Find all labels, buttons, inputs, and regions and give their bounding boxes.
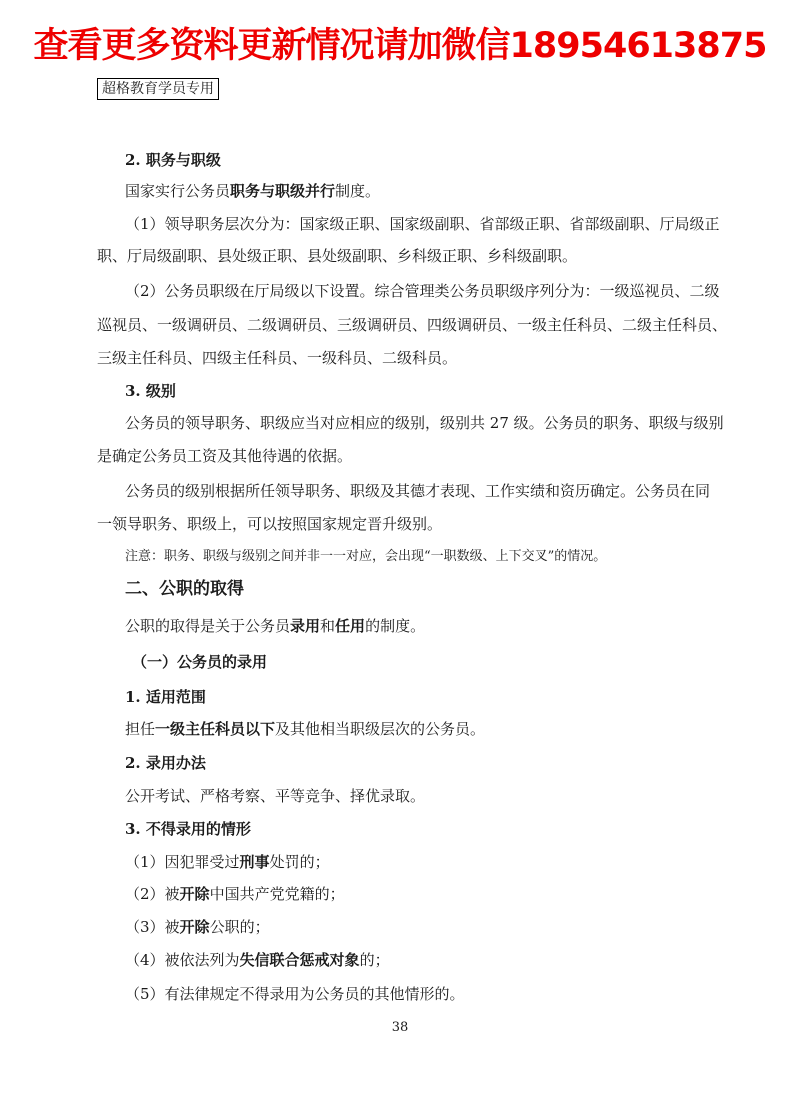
paragraph-line: 巡视员、一级调研员、二级调研员、三级调研员、四级调研员、一级主任科员、二级主任科员、	[97, 316, 728, 334]
list-item: （4）被依法列为失信联合惩戒对象的；	[125, 951, 390, 969]
list-item: （2）被开除中国共产党党籍的；	[125, 885, 345, 903]
part-heading: 二、公职的取得	[125, 579, 244, 599]
paragraph-line: 一领导职务、职级上，可以按照国家规定晋升级别。	[97, 515, 443, 533]
paragraph-line: （2）公务员职级在厅局级以下设置。综合管理类公务员职级序列分为：一级巡视员、二级	[125, 282, 720, 300]
list-item: （1）因犯罪受过刑事处罚的；	[125, 853, 330, 871]
paragraph-line: （1）领导职务层次分为：国家级正职、国家级副职、省部级正职、省部级副职、厅局级正	[125, 215, 720, 233]
paragraph-line: 是确定公务员工资及其他待遇的依据。	[97, 447, 353, 465]
section-heading: 3. 不得录用的情形	[125, 820, 251, 838]
paragraph: 国家实行公务员职务与职级并行制度。	[125, 182, 381, 200]
paragraph: 公职的取得是关于公务员录用和任用的制度。	[125, 617, 426, 635]
note: 注意：职务、职级与级别之间并非一一对应，会出现“一职数级、上下交叉”的情况。	[125, 549, 607, 564]
paragraph-line: 公务员的级别根据所任领导职务、职级及其德才表现、工作实绩和资历确定。公务员在同	[125, 482, 711, 500]
page-number: 38	[391, 1020, 409, 1035]
contact-banner: 查看更多资料更新情况请加微信18954613875	[33, 26, 767, 66]
watermark-tag: 超格教育学员专用	[97, 78, 219, 100]
paragraph: 担任一级主任科员以下及其他相当职级层次的公务员。	[125, 720, 486, 738]
section-heading: 1. 适用范围	[125, 688, 206, 706]
list-item: （3）被开除公职的；	[125, 918, 270, 936]
subsection-heading: （一）公务员的录用	[132, 653, 268, 671]
paragraph-line: 职、厅局级副职、县处级正职、县处级副职、乡科级正职、乡科级副职。	[97, 247, 578, 265]
paragraph-line: 公务员的领导职务、职级应当对应相应的级别，级别共 27 级。公务员的职务、职级与级别	[125, 414, 724, 432]
list-item: （5）有法律规定不得录用为公务员的其他情形的。	[125, 985, 465, 1003]
section-heading: 2. 职务与职级	[125, 151, 221, 169]
paragraph-line: 三级主任科员、四级主任科员、一级科员、二级科员。	[97, 349, 458, 367]
section-heading: 3. 级别	[125, 382, 176, 400]
section-heading: 2. 录用办法	[125, 754, 206, 772]
paragraph: 公开考试、严格考察、平等竞争、择优录取。	[125, 787, 426, 805]
